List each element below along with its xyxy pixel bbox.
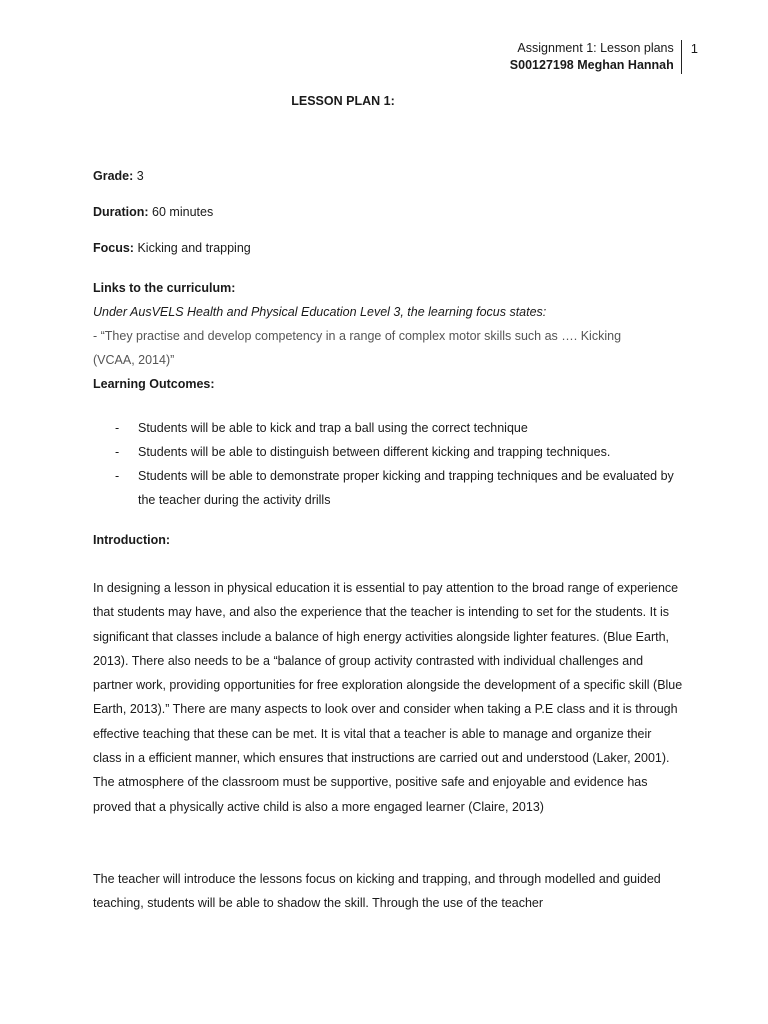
curriculum-quote-line-2: (VCAA, 2014)” xyxy=(93,353,175,367)
outcome-text: Students will be able to distinguish between different kicking and trapping techniques. xyxy=(138,445,611,459)
lesson-plan-title: LESSON PLAN 1: xyxy=(291,94,395,108)
page-header xyxy=(510,40,698,74)
curriculum-label-colon: : xyxy=(231,281,236,295)
document-body xyxy=(93,93,683,964)
curriculum-intro: Under AusVELS Health and Physical Education Level 3, the learning focus states: xyxy=(93,305,547,319)
focus-label: Focus: xyxy=(93,241,134,255)
list-item xyxy=(93,440,683,464)
page-number: 1 xyxy=(690,41,698,56)
grade-value: 3 xyxy=(136,169,144,183)
header-student-id-name: S00127198 Meghan Hannah xyxy=(509,58,674,72)
curriculum-quote-line-1: - “They practise and develop competency in a range of complex motor skills such as …. Kicking xyxy=(93,329,622,343)
introduction-paragraph-1: In designing a lesson in physical education it is essential to pay attention to the broad range of experience that students may have, and also the experience that the teacher is intending to set for the students. It is significant that classes include a balance of high energy activities alongside lighter features. (Blue Earth, 2013). There also needs to be a “balance of group activity contrasted with individual challenges and partner work, providing opportunities for free exploration alongside the development of a specific skill (Blue Earth, 2013).” There are many aspects to look over and consider when taking a P.E class and it is through effective teaching that these can be met. It is vital that a teacher is able to manage and organize their class in a efficient manner, which ensures that instructions are carried out and understood (Laker, 2001). The atmosphere of the classroom must be supportive, positive safe and enjoyable and evidence has proved that a physically active child is also a more engaged learner (Claire, 2013) xyxy=(93,581,683,814)
duration-field xyxy=(93,204,683,221)
curriculum-heading xyxy=(93,276,683,300)
list-dash: - xyxy=(115,421,120,435)
outcome-text: Students will be able to demonstrate proper kicking and trapping techniques and be evaluated by the teacher during the activity drills xyxy=(138,469,674,507)
list-item xyxy=(93,416,683,440)
learning-outcomes-heading: Learning Outcomes: xyxy=(93,377,215,391)
duration-value: 60 minutes xyxy=(152,205,214,219)
grade-label: Grade: xyxy=(93,169,134,183)
focus-field xyxy=(93,240,683,257)
learning-outcomes-list xyxy=(93,416,683,512)
header-assignment-title: Assignment 1: Lesson plans xyxy=(517,41,674,55)
list-dash: - xyxy=(115,469,120,483)
outcome-text: Students will be able to kick and trap a ball using the correct technique xyxy=(138,421,528,435)
curriculum-label: Links to the curriculum xyxy=(93,281,232,295)
grade-field xyxy=(93,168,683,185)
introduction-paragraph-2: The teacher will introduce the lessons focus on kicking and trapping, and through modelled and guided teaching, students will be able to shadow the skill. Through the use of the teacher xyxy=(93,871,661,911)
list-item xyxy=(93,464,683,512)
list-dash: - xyxy=(115,445,120,459)
duration-label: Duration: xyxy=(93,205,149,219)
introduction-heading: Introduction: xyxy=(93,533,171,547)
header-text-block xyxy=(510,40,682,74)
focus-value: Kicking and trapping xyxy=(137,241,251,255)
